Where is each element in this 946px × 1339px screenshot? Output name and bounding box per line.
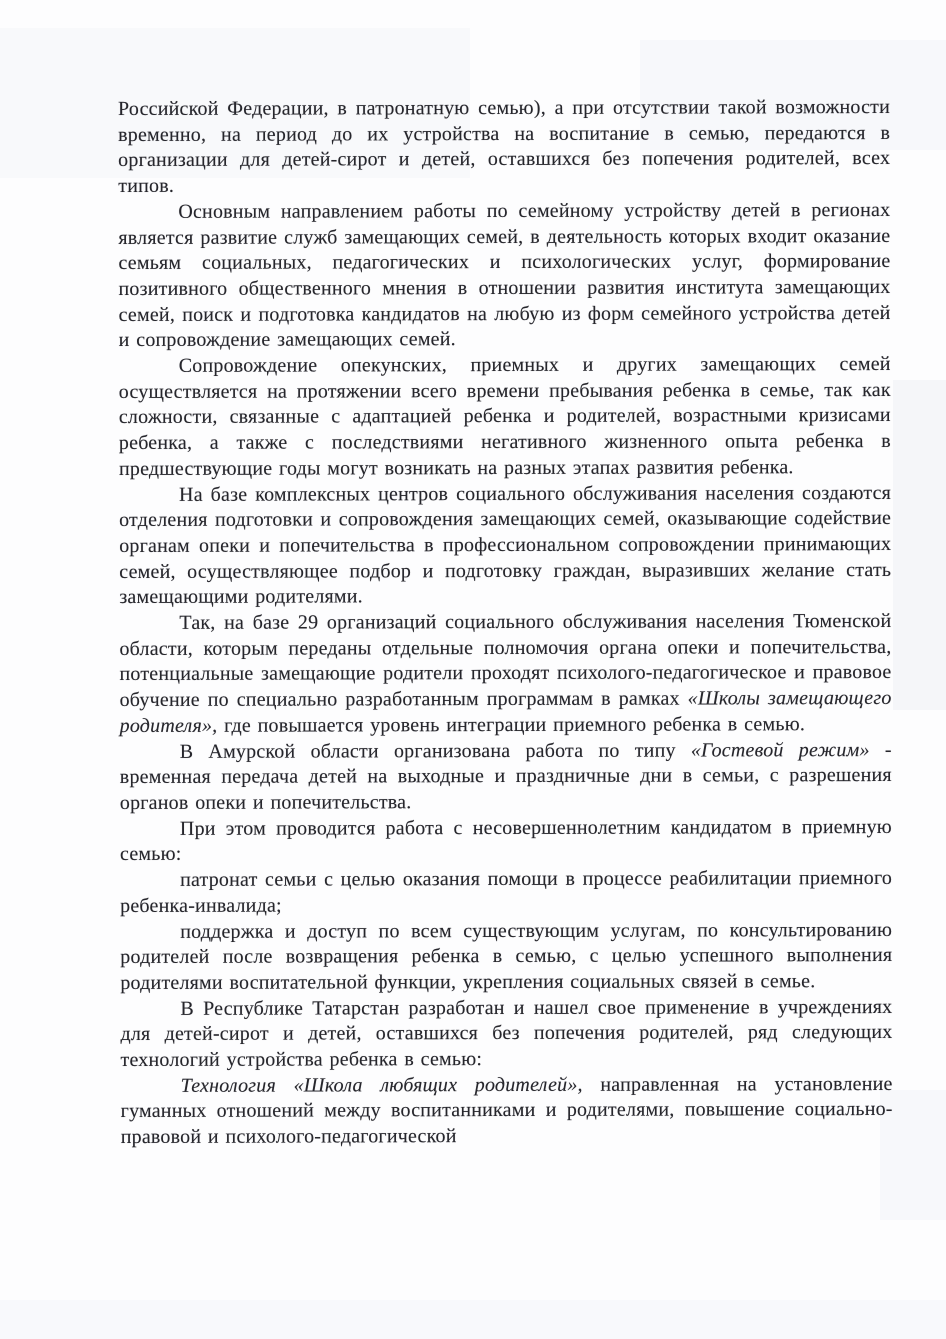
paragraph <box>120 995 892 1074</box>
paragraph <box>120 866 892 919</box>
paragraph <box>118 198 890 354</box>
paragraph <box>118 95 890 200</box>
scan-artifact <box>0 1300 946 1339</box>
text-run: поддержка и доступ по всем существующим услугам, по консультированию родителей после возвращения ребенка в семью, с целью успешного выполнения родителями воспитательной функции, укрепления социальных связей в семье. <box>120 918 893 994</box>
text-run: Основным направлением работы по семейному устройству детей в регионах является развитие служб замещающих семей, в деятельность которых входит оказание семьям социальных, педагогических и психологических услуг, формирование позитивного общественного мнения в отношении развития института замещающих семей, поиск и подготовка кандидатов на любую из форм семейного устройства детей и сопровождение замещающих семей. <box>118 198 891 352</box>
document-text <box>118 95 893 1151</box>
paragraph <box>119 481 891 612</box>
paragraph <box>120 917 892 996</box>
paragraph <box>120 815 892 868</box>
text-run: направленная на установление гуманных отношений между воспитанниками и родителями, повышение социально-правовой и психолого-педагогической <box>120 1072 893 1149</box>
paragraph <box>120 738 892 817</box>
text-run: Так, на базе 29 организаций социального обслуживания населения Тюменской области, которым переданы отдельные полномочия органа опеки и попечительства, потенциальные замещающие родители проходят психолого-педагогическое и правовое обучение по специально разработанным программам в рамках <box>119 610 892 712</box>
paragraph <box>119 352 891 483</box>
text-run: В Республике Татарстан разработан и нашел свое применение в учреждениях для детей-сирот и детей, оставшихся без попечения родителей, ряд следующих технологий устройства ребенка в семью: <box>120 995 893 1072</box>
text-run: В Амурской области организована работа по типу <box>179 739 691 763</box>
text-run: где повышается уровень интеграции приемного ребенка в семью. <box>217 713 806 737</box>
text-run: патронат семьи с целью оказания помощи в процессе реабилитации приемного ребенка-инвалида; <box>120 867 893 917</box>
paragraph <box>121 1072 893 1151</box>
text-run: Российской Федерации, в патронатную семью), а при отсутствии такой возможности временно, на период до их устройства на воспитание в семью, передаются в организации для детей-сирот и детей, оставшихся без попечения родителей, всех типов. <box>118 95 891 198</box>
text-run: «Гостевой режим» <box>690 738 870 762</box>
text-run: Технология «Школа любящих родителей», <box>180 1073 583 1097</box>
text-run: - временная передача детей на выходные и праздничные дни в семьи, с разрешения органов опеки и попечительства. <box>119 738 892 814</box>
scan-artifact <box>893 380 946 710</box>
text-run: «Школы замещающего родителя», <box>119 687 892 737</box>
text-run: При этом проводится работа с несовершеннолетним кандидатом в приемную семью: <box>119 815 892 866</box>
paragraph <box>119 609 891 740</box>
text-run: На базе комплексных центров социального обслуживания населения создаются отделения подготовки и сопровождения замещающих семей, оказывающие содействие органам опеки и попечительства в профессиональном сопровождении принимающих семей, осуществляющее подбор и подготовку граждан, выразивших желание стать замещающими родителями. <box>119 481 892 609</box>
text-run: Сопровождение опекунских, приемных и других замещающих семей осуществляется на протяжении всего времени пребывания ребенка в семье, так как сложности, связанные с адаптацией ребенка и родителей, возрастными кризисами ребенка, а также с последствиями негативного жизненного опыта ребенка в предшествующие годы могут возникать на разных этапах развития ребенка. <box>118 353 891 480</box>
